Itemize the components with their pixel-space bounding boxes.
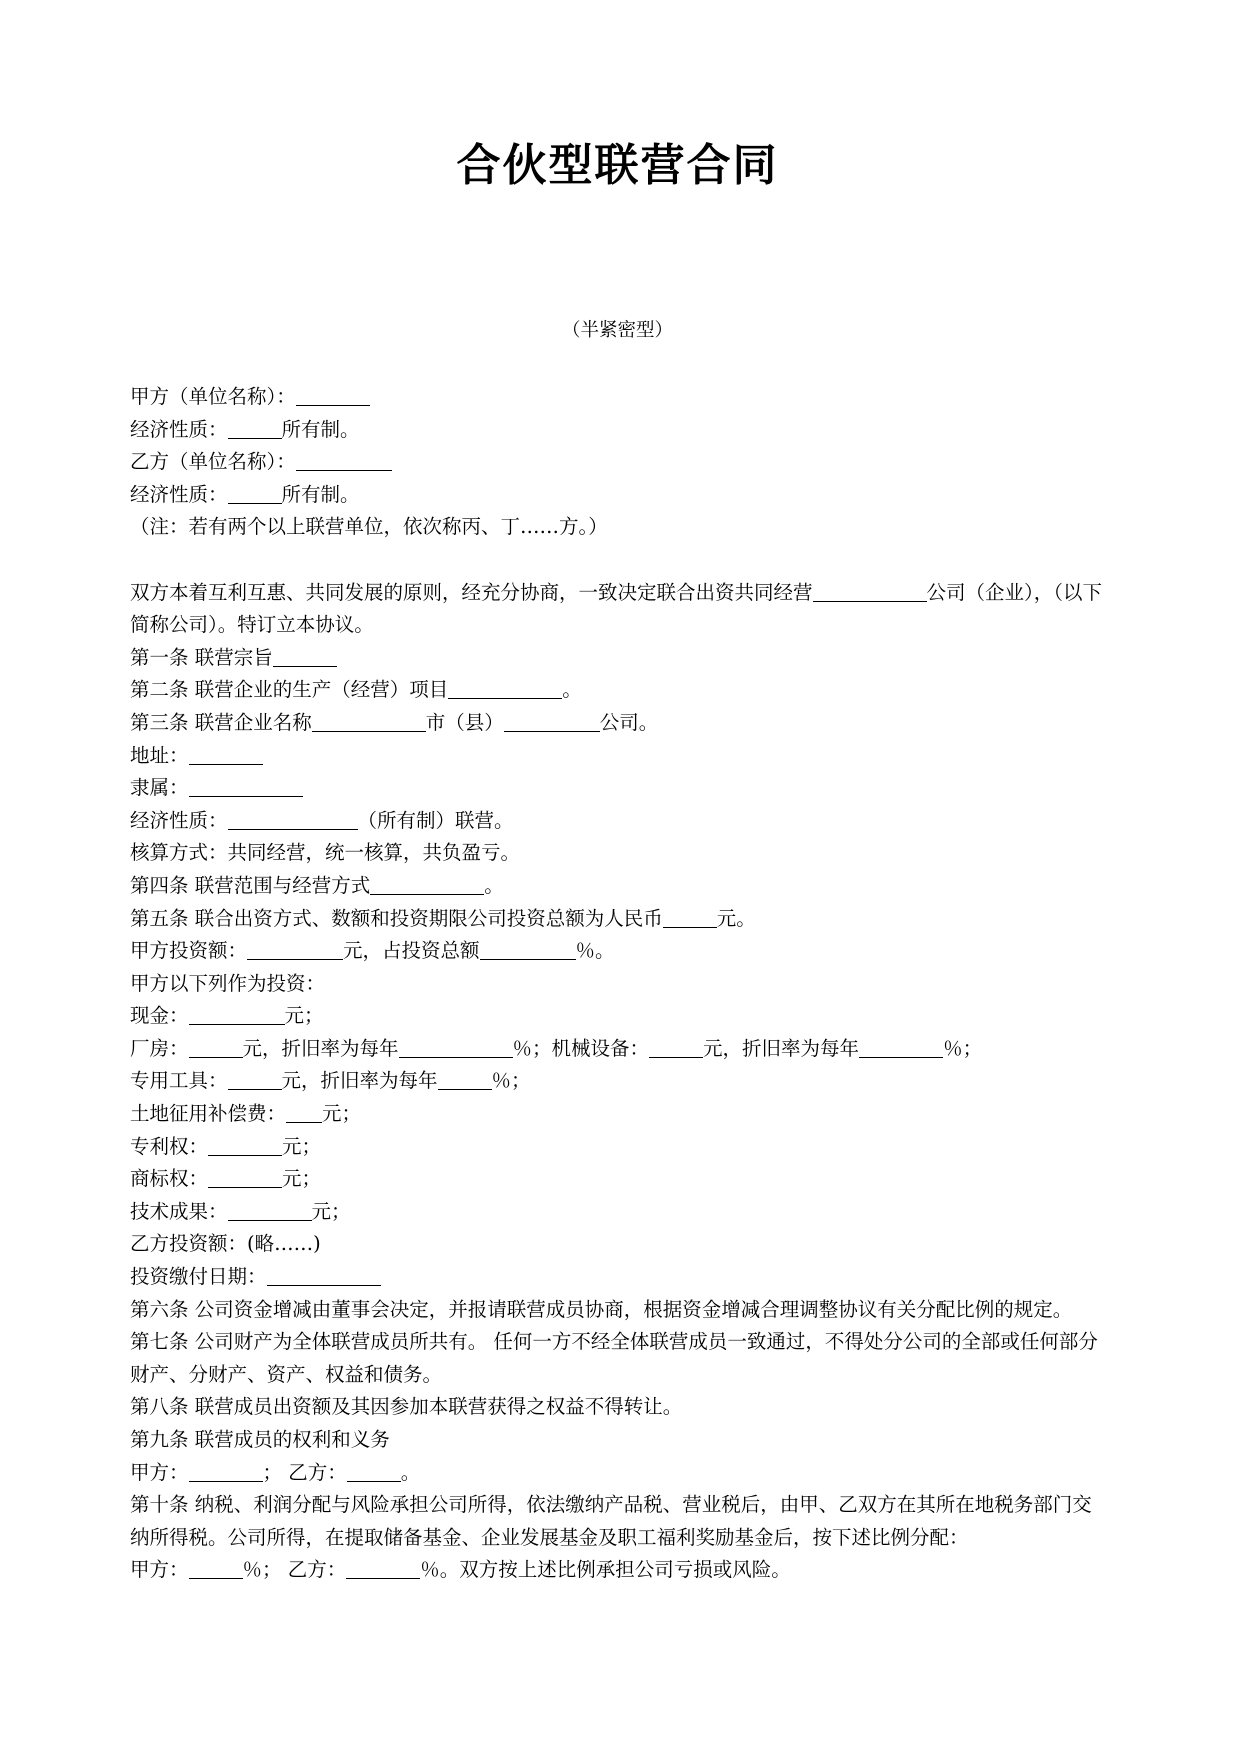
period-mark: 。: [562, 678, 582, 702]
enterprise-name-blank[interactable]: [504, 711, 600, 732]
joint-nature-line: [130, 805, 1110, 838]
party-b-line: [130, 446, 1110, 479]
party-b-label: 乙方（单位名称）：: [130, 450, 296, 474]
a-rights-blank[interactable]: [189, 1461, 263, 1482]
patent-label: 专利权：: [130, 1134, 209, 1158]
pay-date-label: 投资缴付日期：: [130, 1265, 267, 1289]
economic-nature-label: 经济性质：: [130, 482, 228, 506]
article-9: 第九条 联营成员的权利和义务: [130, 1428, 390, 1451]
b-investment-line: 乙方投资额：(略……): [130, 1232, 321, 1256]
economic-nature-label: 经济性质：: [130, 808, 228, 832]
a-items-line: 甲方以下列作为投资：: [130, 971, 326, 995]
cash-blank[interactable]: [189, 1004, 285, 1025]
article-2: 第二条 联营企业的生产（经营）项目: [130, 678, 449, 702]
b-rights-blank[interactable]: [347, 1461, 401, 1482]
party-a-nature-line: [130, 414, 1110, 447]
contract-body: [130, 381, 1110, 1587]
tools-line: [130, 1065, 1110, 1098]
article-5: 第五条 联合出资方式、数额和投资期限公司投资总额为人民币: [130, 906, 663, 930]
yuan-suffix: 元；: [322, 1102, 362, 1126]
pay-date-blank[interactable]: [267, 1265, 381, 1286]
company-suffix: 公司。: [599, 710, 659, 734]
land-line: [130, 1098, 1110, 1131]
tools-depreciation-blank[interactable]: [438, 1069, 492, 1090]
document-title: 合伙型联营合同: [456, 140, 779, 191]
ownership-suffix: 所有制。: [281, 482, 360, 506]
period-mark: 。: [484, 873, 504, 897]
ownership-suffix: 所有制。: [281, 417, 360, 441]
percent-suffix: ％；: [943, 1036, 983, 1060]
percent-suffix: ％；: [491, 1069, 531, 1093]
party-b-nature-blank[interactable]: [228, 483, 282, 504]
joint-ownership-label: （所有制）联营。: [357, 808, 514, 832]
article-4-line: [130, 870, 1110, 903]
party-a-nature-blank[interactable]: [228, 418, 282, 439]
party-a-label: 甲方：: [130, 1558, 189, 1582]
b-profit-blank[interactable]: [346, 1558, 420, 1579]
affiliation-line: [130, 772, 1110, 805]
final-clause: ％。双方按上述比例承担公司亏损或风险。: [420, 1558, 791, 1582]
patent-blank[interactable]: [208, 1135, 282, 1156]
article-7: 第七条 公司财产为全体联营成员所共有。 任何一方不经全体联营成员一致通过，不得处分公司的全部或任何部分财产、分财产、资产、权益和债务。: [130, 1330, 1098, 1386]
a-share-percent-blank[interactable]: [480, 939, 576, 960]
preamble-paragraph: [130, 577, 1110, 642]
a-profit-blank[interactable]: [189, 1558, 243, 1579]
party-b-name-blank[interactable]: [296, 450, 392, 471]
tools-value-blank[interactable]: [228, 1069, 282, 1090]
percent-suffix: ％。: [575, 939, 615, 963]
tech-blank[interactable]: [228, 1200, 312, 1221]
trademark-line: [130, 1163, 1110, 1196]
machine-label: ％；机械设备：: [512, 1036, 650, 1060]
cash-label: 现金：: [130, 1004, 189, 1028]
yuan-suffix: 元；: [282, 1134, 322, 1158]
party-a-name-blank[interactable]: [296, 385, 370, 406]
pay-date-line: [130, 1261, 1110, 1294]
article-2-line: [130, 674, 1110, 707]
article-1: 第一条 联营宗旨: [130, 645, 273, 669]
land-label: 土地征用补偿费：: [130, 1102, 287, 1126]
yuan-share-label: 元，占投资总额: [343, 939, 480, 963]
yuan-suffix: 元；: [284, 1004, 324, 1028]
total-investment-blank[interactable]: [663, 907, 717, 928]
article-3: 第三条 联营企业名称: [130, 710, 312, 734]
joint-nature-blank[interactable]: [228, 809, 358, 830]
scope-blank[interactable]: [370, 874, 484, 895]
plant-value-blank[interactable]: [189, 1037, 243, 1058]
purpose-blank[interactable]: [273, 646, 337, 667]
accounting-line: 核算方式：共同经营，统一核算，共负盈亏。: [130, 841, 521, 865]
party-b-label: ％； 乙方：: [242, 1558, 347, 1582]
patent-line: [130, 1131, 1110, 1164]
depreciation-label: 元，折旧率为每年: [281, 1069, 438, 1093]
note-line: （注：若有两个以上联营单位，依次称丙、丁……方。）: [130, 515, 608, 539]
party-b-label: ； 乙方：: [262, 1460, 347, 1484]
address-line: [130, 740, 1110, 773]
party-a-label: 甲方（单位名称）：: [130, 385, 296, 408]
party-a-investment-line: [130, 935, 1110, 968]
article-5-line: [130, 903, 1110, 936]
land-blank[interactable]: [286, 1102, 322, 1123]
profit-share-line: [130, 1554, 1110, 1587]
affiliation-blank[interactable]: [189, 776, 303, 797]
affiliation-label: 隶属：: [130, 776, 189, 800]
address-label: 地址：: [130, 743, 189, 767]
preamble-text-1: 双方本着互利互惠、共同发展的原则，经充分协商，一致决定联合出资共同经营: [130, 580, 813, 604]
article-1-line: [130, 642, 1110, 675]
yuan-suffix: 元；: [282, 1167, 322, 1191]
document-subtitle: （半紧密型）: [561, 320, 673, 341]
tools-label: 专用工具：: [130, 1069, 228, 1093]
trademark-label: 商标权：: [130, 1167, 209, 1191]
article-6: 第六条 公司资金增减由董事会决定，并报请联营成员协商，根据资金增减合理调整协议有关分配比例的规定。: [130, 1297, 1073, 1321]
article-4: 第四条 联营范围与经营方式: [130, 873, 371, 897]
depreciation-label: 元，折旧率为每年: [703, 1036, 860, 1060]
plant-depreciation-blank[interactable]: [399, 1037, 513, 1058]
city-blank[interactable]: [312, 711, 426, 732]
article-10: 第十条 纳税、利润分配与风险承担公司所得，依法缴纳产品税、营业税后，由甲、乙双方在其所在地税务部门交纳所得税。公司所得，在提取储备基金、企业发展基金及职工福利奖励基金后，按下述比例分配：: [130, 1493, 1092, 1549]
article-3-line: [130, 707, 1110, 740]
yuan-suffix: 元。: [716, 906, 756, 930]
machine-depreciation-blank[interactable]: [859, 1037, 943, 1058]
cash-line: [130, 1000, 1110, 1033]
spacer: [130, 544, 1110, 577]
tech-line: [130, 1196, 1110, 1229]
tech-label: 技术成果：: [130, 1199, 228, 1223]
party-a-line: [130, 381, 1110, 414]
trademark-blank[interactable]: [208, 1167, 282, 1188]
address-blank[interactable]: [189, 744, 263, 765]
preamble-text-2: 公司（企业），（以下简称公司）。特订立本协议。: [130, 580, 1103, 637]
economic-nature-label: 经济性质：: [130, 417, 228, 441]
a-investment-blank[interactable]: [247, 939, 343, 960]
party-b-nature-line: [130, 479, 1110, 512]
yuan-suffix: 元；: [311, 1199, 351, 1223]
machine-value-blank[interactable]: [649, 1037, 703, 1058]
a-investment-label: 甲方投资额：: [130, 939, 248, 963]
party-a-label: 甲方：: [130, 1460, 189, 1484]
depreciation-label: 元，折旧率为每年: [242, 1036, 399, 1060]
rights-line: [130, 1457, 1110, 1490]
plant-label: 厂房：: [130, 1036, 189, 1060]
company-name-blank[interactable]: [813, 581, 927, 602]
article-8: 第八条 联营成员出资额及其因参加本联营获得之权益不得转让。: [130, 1395, 683, 1419]
period-mark: 。: [400, 1460, 421, 1484]
project-blank[interactable]: [448, 678, 562, 699]
plant-line: [130, 1033, 1110, 1066]
city-county-label: 市（县）: [425, 710, 504, 734]
